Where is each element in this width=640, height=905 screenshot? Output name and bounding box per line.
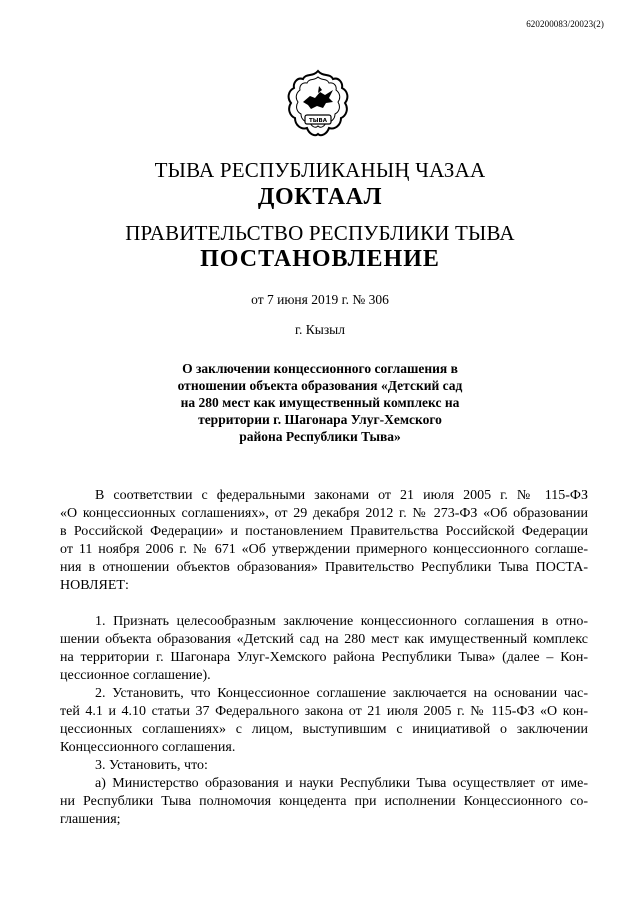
item-2-line: Концессионного соглашения.	[60, 740, 236, 755]
subject-line: отношении объекта образования «Детский сад	[177, 378, 463, 393]
ru-resolution-title: ПОСТАНОВЛЕНИЕ	[200, 246, 440, 272]
item-1-line: цессионное соглашение).	[60, 668, 211, 683]
item-1-line: на территории г. Шагонара Улуг-Хемского района Республики Тыва» (далее – Кон-	[60, 650, 588, 665]
item-2-line: тей 4.1 и 4.10 статьи 37 Федерального закона от 21 июля 2005 г. № 115-ФЗ «О кон-	[60, 704, 588, 719]
item-3a-line: глашения;	[60, 812, 121, 827]
subject-line: О заключении концессионного соглашения в	[182, 361, 458, 376]
subject-line: на 280 мест как имущественный комплекс на	[180, 395, 460, 410]
document-number: 620200083/20023(2)	[526, 19, 604, 29]
emblem-label: ТЫВА	[309, 118, 327, 124]
tyva-emblem-icon	[283, 68, 353, 140]
item-2-line: 2. Установить, что Концессионное соглашение заключается на основании час-	[95, 686, 588, 701]
preamble-paragraph	[60, 487, 588, 595]
date-and-number: от 7 июня 2019 г. № 306	[251, 292, 389, 307]
item-1-line: шении объекта образования «Детский сад на 280 мест как имущественный комплекс	[60, 632, 588, 647]
item-1-line: 1. Признать целесообразным заключение концессионного соглашения в отно-	[95, 614, 588, 629]
item-2-line: цессионных соглашениях» с лицом, выступившим с инициативой о заключении	[60, 722, 588, 737]
item-3a-line: ни Республики Тыва полномочия концедента при исполнении Концессионного со-	[60, 794, 588, 809]
item-3-line: 3. Установить, что:	[95, 758, 208, 773]
preamble-line: В соответствии с федеральными законами от 21 июля 2005 г. № 115-ФЗ	[95, 488, 588, 503]
preamble-line: в Российской Федерации» и постановлением Правительства Российской Федерации	[60, 524, 588, 539]
item-3a-line: а) Министерство образования и науки Республики Тыва осуществляет от име-	[95, 776, 588, 791]
ru-government-title: ПРАВИТЕЛЬСТВО РЕСПУБЛИКИ ТЫВА	[125, 221, 515, 245]
preamble-line: «О концессионных соглашениях», от 29 декабря 2012 г. № 273-ФЗ «Об образовании	[60, 506, 588, 521]
tyva-government-title: ТЫВА РЕСПУБЛИКАНЫҢ ЧАЗАА	[154, 158, 486, 182]
subject-line: территории г. Шагонара Улуг-Хемского	[198, 412, 442, 427]
preamble-line: от 11 ноября 2006 г. № 671 «Об утверждении примерного концессионного соглаше-	[60, 542, 588, 557]
resolution-subject	[0, 360, 640, 445]
preamble-line: НОВЛЯЕТ:	[60, 578, 129, 593]
preamble-line: ния в отношении объектов образования» Правительство Республики Тыва ПОСТА-	[60, 560, 588, 575]
city: г. Кызыл	[295, 322, 345, 337]
tyva-resolution-title: ДОКТААЛ	[257, 184, 383, 210]
subject-line: района Республики Тыва»	[239, 429, 401, 444]
resolution-items	[60, 613, 588, 829]
